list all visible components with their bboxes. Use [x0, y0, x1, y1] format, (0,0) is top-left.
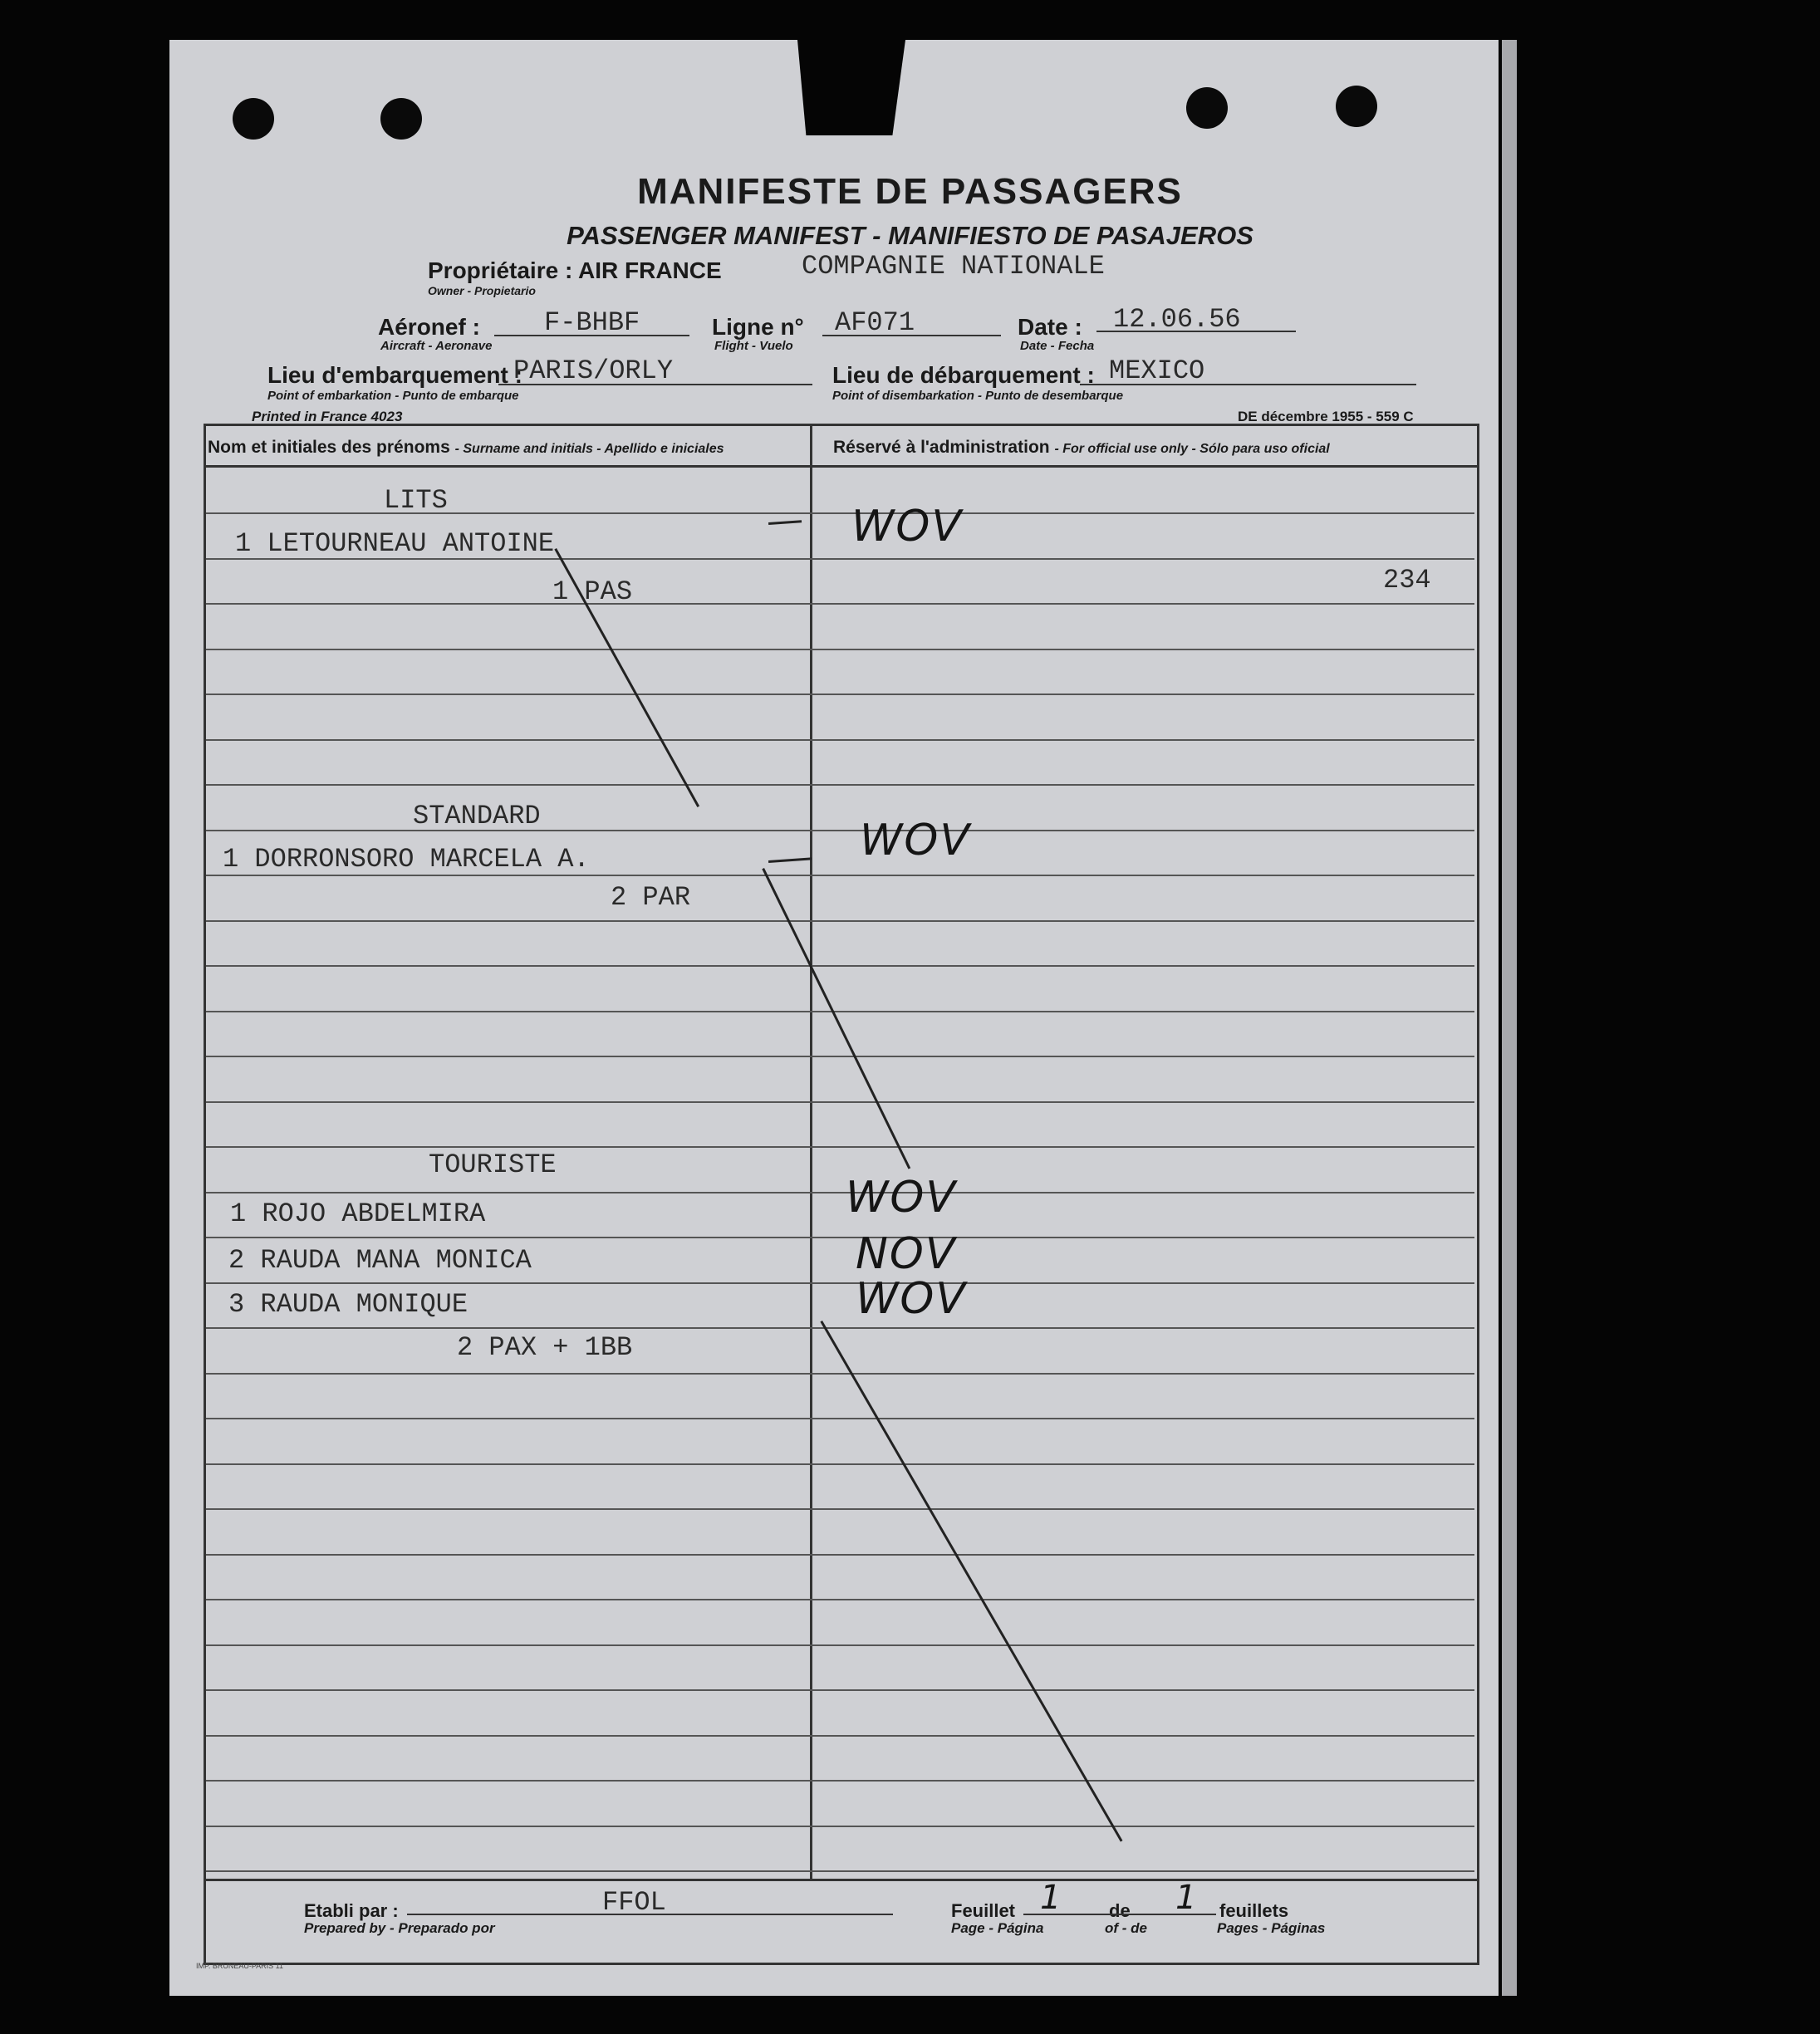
pax-count: 2 PAX + 1BB [457, 1332, 633, 1363]
punch-hole [1186, 87, 1228, 129]
handwritten-mark: WOV [851, 502, 963, 551]
of-label: de [1109, 1900, 1131, 1921]
ruled-line [206, 1146, 1474, 1148]
handwritten-mark: NOV [856, 1229, 957, 1279]
flight-sublabel: Flight - Vuelo [714, 339, 793, 353]
punch-hole [1336, 86, 1377, 127]
punch-hole [233, 98, 274, 140]
passenger-table [204, 424, 1479, 1965]
ruled-line [206, 1237, 1474, 1238]
handwritten-mark: WOV [860, 816, 971, 865]
ruled-line [206, 1101, 1474, 1103]
ruled-line [206, 1599, 1474, 1600]
document-title: MANIFESTE DE PASSAGERS [637, 171, 1183, 212]
date-sublabel: Date - Fecha [1020, 339, 1095, 353]
prepared-label: Etabli par : [304, 1900, 399, 1921]
column-header-admin [833, 438, 1330, 458]
ruled-line [206, 1508, 1474, 1510]
owner-sublabel: Owner - Propietario [428, 284, 536, 297]
ruled-line [206, 875, 1474, 876]
flight-value: AF071 [835, 307, 915, 338]
ruled-line [206, 1644, 1474, 1646]
admin-number: 234 [1383, 565, 1431, 595]
pax-count: 2 PAR [611, 882, 691, 913]
column-header-names-sub: - Surname and initials - Apellido e iniciales [454, 442, 724, 456]
ruled-line [206, 1689, 1474, 1691]
ruled-line [206, 1192, 1474, 1193]
column-divider [810, 424, 812, 1879]
aircraft-underline [494, 335, 689, 336]
header-rule [204, 465, 1477, 468]
handwritten-mark: WOV [846, 1173, 957, 1223]
passenger-row: 1 LETOURNEAU ANTOINE [235, 528, 555, 559]
form-reference: DE décembre 1955 - 559 C [1238, 409, 1414, 424]
sheet-edge [1502, 40, 1517, 1996]
sheet-sublabel: Page - Página [951, 1920, 1044, 1936]
column-header-names [208, 438, 724, 458]
flight-underline [822, 335, 1001, 336]
ruled-line [206, 1282, 1474, 1284]
ruled-line [206, 1780, 1474, 1782]
passenger-row: 3 RAUDA MONIQUE [228, 1289, 468, 1320]
ruled-line [206, 1011, 1474, 1012]
aircraft-value: F-BHBF [544, 307, 640, 338]
ruled-line [206, 1870, 1474, 1872]
class-heading-standard: STANDARD [413, 801, 541, 831]
prepared-underline [407, 1914, 893, 1915]
prepared-sublabel: Prepared by - Preparado por [304, 1920, 495, 1936]
ruled-line [206, 784, 1474, 786]
ruled-line [206, 1418, 1474, 1419]
aircraft-label: Aéronef : [378, 314, 480, 340]
of-sublabel: of - de [1105, 1920, 1147, 1936]
passenger-row: 2 RAUDA MANA MONICA [228, 1245, 532, 1276]
embark-value: PARIS/ORLY [513, 355, 674, 386]
ruled-line [206, 1373, 1474, 1375]
aircraft-sublabel: Aircraft - Aeronave [380, 339, 493, 353]
owner-value: COMPAGNIE NATIONALE [802, 251, 1105, 282]
date-value: 12.06.56 [1113, 304, 1241, 335]
disembark-sublabel: Point of disembarkation - Punto de desembarque [832, 389, 1124, 403]
ruled-line [206, 1735, 1474, 1737]
top-notch [797, 40, 905, 135]
disembark-underline [1080, 384, 1416, 385]
sheet-value: 1 [1040, 1879, 1063, 1917]
ruled-line [206, 1056, 1474, 1057]
ruled-line [206, 1554, 1474, 1556]
disembark-label: Lieu de débarquement : [832, 362, 1095, 388]
ruled-line [206, 1327, 1474, 1329]
ruled-line [206, 1463, 1474, 1465]
class-heading-lits: LITS [384, 485, 448, 516]
owner-label: Propriétaire : AIR FRANCE [428, 257, 722, 283]
embark-label: Lieu d'embarquement : [267, 362, 522, 388]
passenger-row: 1 DORRONSORO MARCELA A. [223, 844, 590, 875]
prepared-value: FFOL [602, 1887, 666, 1918]
ruled-line [206, 965, 1474, 967]
pages-label: feuillets [1219, 1900, 1289, 1921]
embark-underline [498, 384, 812, 385]
ruled-line [206, 603, 1474, 605]
sheets-underline [1023, 1914, 1216, 1915]
date-label: Date : [1018, 314, 1082, 340]
punch-hole [380, 98, 422, 140]
document-subtitle: PASSENGER MANIFEST - MANIFIESTO DE PASAJEROS [567, 221, 1253, 250]
class-heading-touriste: TOURISTE [429, 1149, 557, 1180]
column-header-admin-label: Réservé à l'administration [833, 438, 1050, 457]
pax-count: 1 PAS [552, 576, 633, 607]
printed-note: Printed in France 4023 [252, 409, 403, 424]
pages-sublabel: Pages - Páginas [1217, 1920, 1326, 1936]
handwritten-mark: WOV [856, 1274, 967, 1324]
date-underline [1096, 331, 1296, 332]
ruled-line [206, 694, 1474, 695]
printer-imprint: IMP. BRUNEAU-PARIS 11 [196, 1962, 284, 1970]
embark-sublabel: Point of embarkation - Punto de embarque [267, 389, 519, 403]
ruled-line [206, 830, 1474, 831]
ruled-line [206, 1826, 1474, 1827]
passenger-row: 1 ROJO ABDELMIRA [230, 1198, 486, 1229]
ruled-line [206, 649, 1474, 650]
footer-rule [204, 1879, 1477, 1881]
column-header-admin-sub: - For official use only - Sólo para uso oficial [1054, 442, 1330, 456]
ruled-line [206, 739, 1474, 741]
sheet-label: Feuillet [951, 1900, 1016, 1921]
disembark-value: MEXICO [1109, 355, 1205, 386]
ruled-line [206, 920, 1474, 922]
flight-label: Ligne n° [712, 314, 804, 340]
total-sheets-value: 1 [1175, 1879, 1199, 1917]
column-header-names-label: Nom et initiales des prénoms [208, 438, 450, 457]
